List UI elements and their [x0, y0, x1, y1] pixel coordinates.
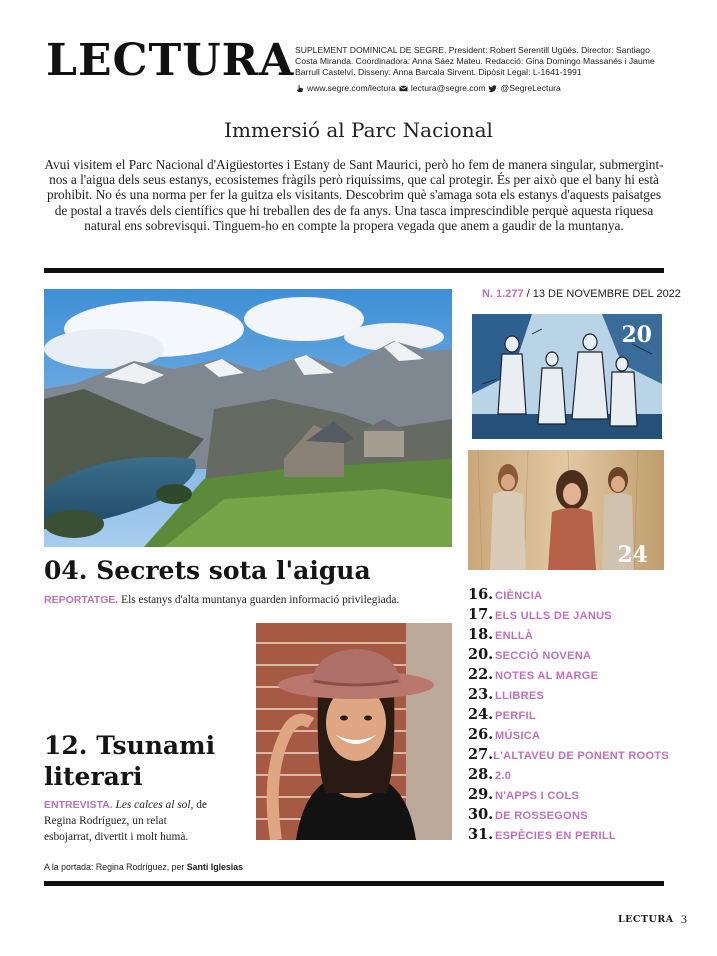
pointer-hand-icon: [295, 84, 304, 93]
website-link[interactable]: www.segre.com/lectura: [307, 83, 396, 93]
feature2-title[interactable]: [44, 730, 215, 792]
toc-item[interactable]: [468, 746, 668, 766]
issue-date: / 13 DE NOVEMBRE DEL 2022: [523, 288, 681, 300]
illustration-thumbnail[interactable]: [472, 314, 662, 439]
toc-page-number: 23.: [468, 686, 494, 703]
table-of-contents: [468, 586, 668, 846]
twitter-handle[interactable]: @SegreLectura: [500, 83, 561, 93]
issue-line: [482, 288, 681, 300]
masthead-title: LECTURA: [46, 35, 295, 86]
feature1-text: Els estanys d'alta muntanya guarden informació privilegiada.: [118, 594, 400, 606]
toc-section-label: ENLLÀ: [495, 630, 534, 642]
portrait-photo[interactable]: [256, 623, 452, 840]
toc-page-number: 28.: [468, 766, 494, 783]
toc-page-number: 22.: [468, 666, 494, 683]
toc-item[interactable]: [468, 606, 668, 626]
toc-section-label: CIÈNCIA: [495, 590, 543, 602]
feature2-book-title: Les calces al sol,: [115, 799, 194, 811]
toc-item[interactable]: [468, 786, 668, 806]
trio-photo-thumbnail[interactable]: [468, 450, 664, 570]
feature2-title-line2: literari: [44, 762, 143, 791]
top-divider: [44, 268, 664, 273]
cover-credit-prefix: A la portada: Regina Rodríguez, per: [44, 862, 187, 872]
cover-credit: [44, 862, 243, 872]
issue-number: N. 1.277: [482, 288, 524, 300]
twitter-icon: [488, 84, 497, 93]
toc-item[interactable]: [468, 826, 668, 846]
toc-item[interactable]: [468, 806, 668, 826]
toc-page-number: 17.: [468, 606, 494, 623]
toc-page-number: 30.: [468, 806, 494, 823]
feature1-tag: REPORTATGE.: [44, 594, 119, 606]
toc-item[interactable]: [468, 766, 668, 786]
feature2-text1: de: [193, 799, 207, 811]
toc-page-number: 29.: [468, 786, 494, 803]
feature2-title-line1: 12. Tsunami: [44, 731, 216, 760]
toc-item[interactable]: [468, 646, 668, 666]
toc-item[interactable]: [468, 726, 668, 746]
feature2-description: [44, 797, 207, 845]
intro-paragraph: Avui visitem el Parc Nacional d'Aigüestortes i Estany de Sant Maurici, però ho fem de manera singular, submergint-nos a l'aigua dels seus estanys, ecosistemes fràgils però riquíssims, que cal protegir. És per això que el bany hi està prohibit. No és una norma per fer la guitza els visitants. Descobrim què s'amaga sota els estanys d'aquests paisatges de postal a través dels científics que hi treballen des de fa anys. Una tasca imprescindible perquè aquesta riquesa natural ens sobrevisqui. Tinguem-ho en compte la propera vegada que anem a gaudir de la muntanya.: [44, 157, 664, 233]
cover-credit-photographer: Santi Iglesias: [186, 862, 244, 872]
toc-section-label: N'APPS I COLS: [495, 790, 580, 802]
feature1-description: [44, 594, 399, 606]
toc-section-label: 2.0: [495, 770, 512, 782]
toc-section-label: NOTES AL MARGE: [495, 670, 599, 682]
page-headline: Immersió al Parc Nacional: [224, 118, 493, 142]
feature2-tag: ENTREVISTA.: [44, 799, 113, 811]
toc-page-number: 20.: [468, 646, 494, 663]
toc-page-number: 18.: [468, 626, 494, 643]
toc-section-label: LLIBRES: [495, 690, 545, 702]
toc-item[interactable]: [468, 626, 668, 646]
toc-page-number: 24.: [468, 706, 494, 723]
mountain-lake-photo[interactable]: [44, 289, 452, 547]
page-number: 3: [681, 912, 687, 926]
thumbnail-number-20: 20: [621, 322, 652, 348]
masthead-links: [295, 83, 561, 93]
feature1-title[interactable]: 04. Secrets sota l'aigua: [44, 556, 371, 585]
footer-brand: LECTURA: [618, 914, 674, 925]
toc-section-label: DE ROSSEGONS: [495, 810, 588, 822]
toc-section-label: SECCIÓ NOVENA: [495, 650, 592, 662]
toc-item[interactable]: [468, 666, 668, 686]
toc-section-label: MÚSICA: [495, 730, 541, 742]
feature2-text3: esbojarrat, divertit i molt humà.: [44, 831, 189, 843]
toc-item[interactable]: [468, 706, 668, 726]
masthead-credits: SUPLEMENT DOMINICAL DE SEGRE. President: Robert Serentill Ugüés. Director: Santiago Costa Miranda. Coordinadora: Anna Sáez Mateu. Redacció: Gina Domingo Massanés i Jaume Barrull Castelví. Disseny: Anna Barcala Sirvent. Dipòsit Legal: L-1641-1991: [295, 45, 655, 77]
toc-page-number: 16.: [468, 586, 494, 603]
mail-icon: [399, 84, 408, 93]
toc-page-number: 31.: [468, 826, 494, 843]
email-link[interactable]: lectura@segre.com: [410, 83, 486, 93]
feature2-text2: Regina Rodríguez, un relat: [44, 815, 167, 827]
toc-page-number: 26.: [468, 726, 494, 743]
toc-section-label: ELS ULLS DE JANUS: [495, 610, 612, 622]
toc-section-label: ESPÈCIES EN PERILL: [495, 830, 616, 842]
toc-section-label: L'ALTAVEU DE PONENT ROOTS: [493, 750, 669, 762]
toc-item[interactable]: [468, 586, 668, 606]
toc-item[interactable]: [468, 686, 668, 706]
thumbnail-number-24: 24: [617, 542, 648, 568]
toc-section-label: PERFIL: [495, 710, 536, 722]
bottom-divider: [44, 881, 664, 886]
toc-page-number: 27.: [468, 746, 494, 763]
